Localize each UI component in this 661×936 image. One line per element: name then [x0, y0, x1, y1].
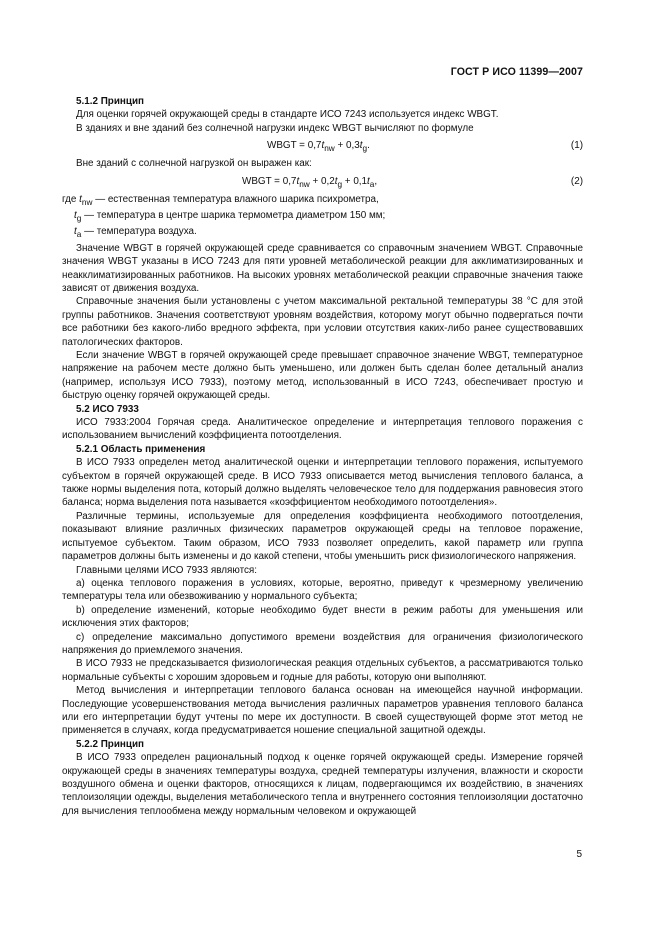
paragraph: Значение WBGT в горячей окружающей среде сравнивается со справочным значением WBGT. Справочные значения WBGT указаны в ИСО 7243 для пяти уровней метаболической реакции для акклиматизированных и неакклиматизированных работников. На высоких уровнях метаболической реакции справочные значения также зависят от движения воздуха.: [62, 242, 583, 294]
formula-2-expression: WBGT = $0,7t_{nw} + 0,2t_g + 0,1t_a$,: [242, 175, 378, 189]
formula-1: [62, 135, 583, 157]
paragraph: В ИСО 7933 определен рациональный подход к оценке горячей окружающей среды. Измерение горячей окружающей среды в значениях температуры воздуха, средней температуры излучения, влажности и скорости воздушного обмена и оценки факторов, относящихся к лицам, подвергающимся их воздействию, в значениях теплоизоляции одежды, выделения метаболического тепла и внутреннего состояния теплоизоляции достаточно для вычисления теплообмена между нормальным человеком и окружающей: [62, 752, 583, 817]
paragraph: ИСО 7933:2004 Горячая среда. Аналитическое определение и интерпретация теплового поражения с использованием вычислений коэффициента потоотделения.: [62, 417, 583, 442]
section-5-2-heading: 5.2 ИСО 7933: [76, 403, 139, 415]
page-number: 5: [576, 849, 582, 860]
paragraph: В зданиях и вне зданий без солнечной нагрузки индекс WBGT вычисляют по формуле: [76, 122, 474, 134]
list-item-a: а) оценка теплового поражения в условиях, которые, вероятно, приведут к чрезмерному увеличению температуры тела или обезвоживанию у нормального субъекта;: [62, 577, 583, 603]
legend-item: где $t_{nw}$ — естественная температура влажного шарика психрометра,: [62, 193, 379, 207]
section-5-2-1-heading: 5.2.1 Область применения: [76, 443, 206, 455]
legend-item: $t_g$ — температура в центре шарика термометра диаметром 150 мм;: [74, 210, 386, 223]
paragraph: Справочные значения были установлены с учетом максимальной ректальной температуры 38 °С для этой группы работников. Значения соответствуют уровням воздействия, которому могут обычно подвергаться почти все работники без какого-либо вредного эффекта, при условии отсутствия каких-либо ранее существовавших патологических факторов.: [62, 296, 583, 348]
document-header: ГОСТ Р ИСО 11399—2007: [450, 66, 583, 78]
formula-2-number: (2): [570, 175, 583, 187]
legend-item: $t_a$ — температура воздуха.: [74, 226, 197, 240]
list-item-c: c) определение максимально допустимого времени воздействия для ограничения физиологического напряжения до приемлемого значения.: [62, 631, 583, 656]
paragraph: В ИСО 7933 определен метод аналитической оценки и интерпретации теплового поражения, испытуемого субъектом в горячей окружающей среде. В ИСО 7933 описывается метод вычисления теплового баланса, а также нормы выделения пота, который должно выделять человеческое тело для поддержания равновесия этого баланса; норма выделения пота называется «коэффициентом необходимого потоотделения».: [62, 457, 583, 509]
section-5-1-2-heading: 5.1.2 Принцип: [76, 96, 144, 107]
paragraph: Для оценки горячей окружающей среды в стандарте ИСО 7243 используется индекс WBGT.: [76, 109, 499, 121]
paragraph: Различные термины, используемые для определения коэффициента необходимого потоотделения, показывают влияние различных физических параметров окружающей среды на тепловое поражение, испытуемое субъектом. Таким образом, ИСО 7933 позволяет определить, какой параметр или группа параметров должны быть изменены и до какой степени, чтобы уменьшить риск физиологического напряжения.: [62, 510, 583, 563]
paragraph: Главными целями ИСО 7933 являются:: [76, 564, 258, 576]
formula-legend: [62, 193, 583, 242]
paragraph: Вне зданий с солнечной нагрузкой он выражен как:: [76, 158, 312, 170]
paragraph: В ИСО 7933 не предсказывается физиологическая реакция отдельных субъектов, а рассматриваются только нормальные субъекты с хорошим здоровьем и годные для работы, которую они выполняют.: [62, 658, 583, 683]
formula-2: [62, 171, 583, 193]
paragraph: Метод вычисления и интерпретации теплового баланса основан на имеющейся научной информации. Последующие усовершенствования метода вычисления различных параметров уравнения теплового баланса или его интерпретации будут учтены по мере их доступности. В своей существующей форме этот метод не применяется в случаях, когда предусматривается ношение специальной защитной одежды.: [62, 685, 583, 737]
paragraph: Если значение WBGT в горячей окружающей среде превышает справочное значение WBGT, температурное напряжение на рабочем месте должно быть уменьшено, или должен быть сделан более детальный анализ (например, используя ИСО 7933), поэтому метод, использованный в ИСО 7243, обеспечивает простую и быструю оценку горячей окружающей среды.: [62, 350, 583, 402]
formula-1-expression: WBGT = $0,7t_{nw} + 0,3t_g$.: [267, 140, 370, 154]
page-content: [62, 95, 583, 818]
formula-1-number: (1): [570, 140, 583, 152]
section-5-2-2-heading: 5.2.2 Принцип: [76, 738, 144, 750]
list-item-b: b) определение изменений, которые необходимо будет внести в режим работы для уменьшения или исключения этих факторов;: [62, 604, 583, 630]
